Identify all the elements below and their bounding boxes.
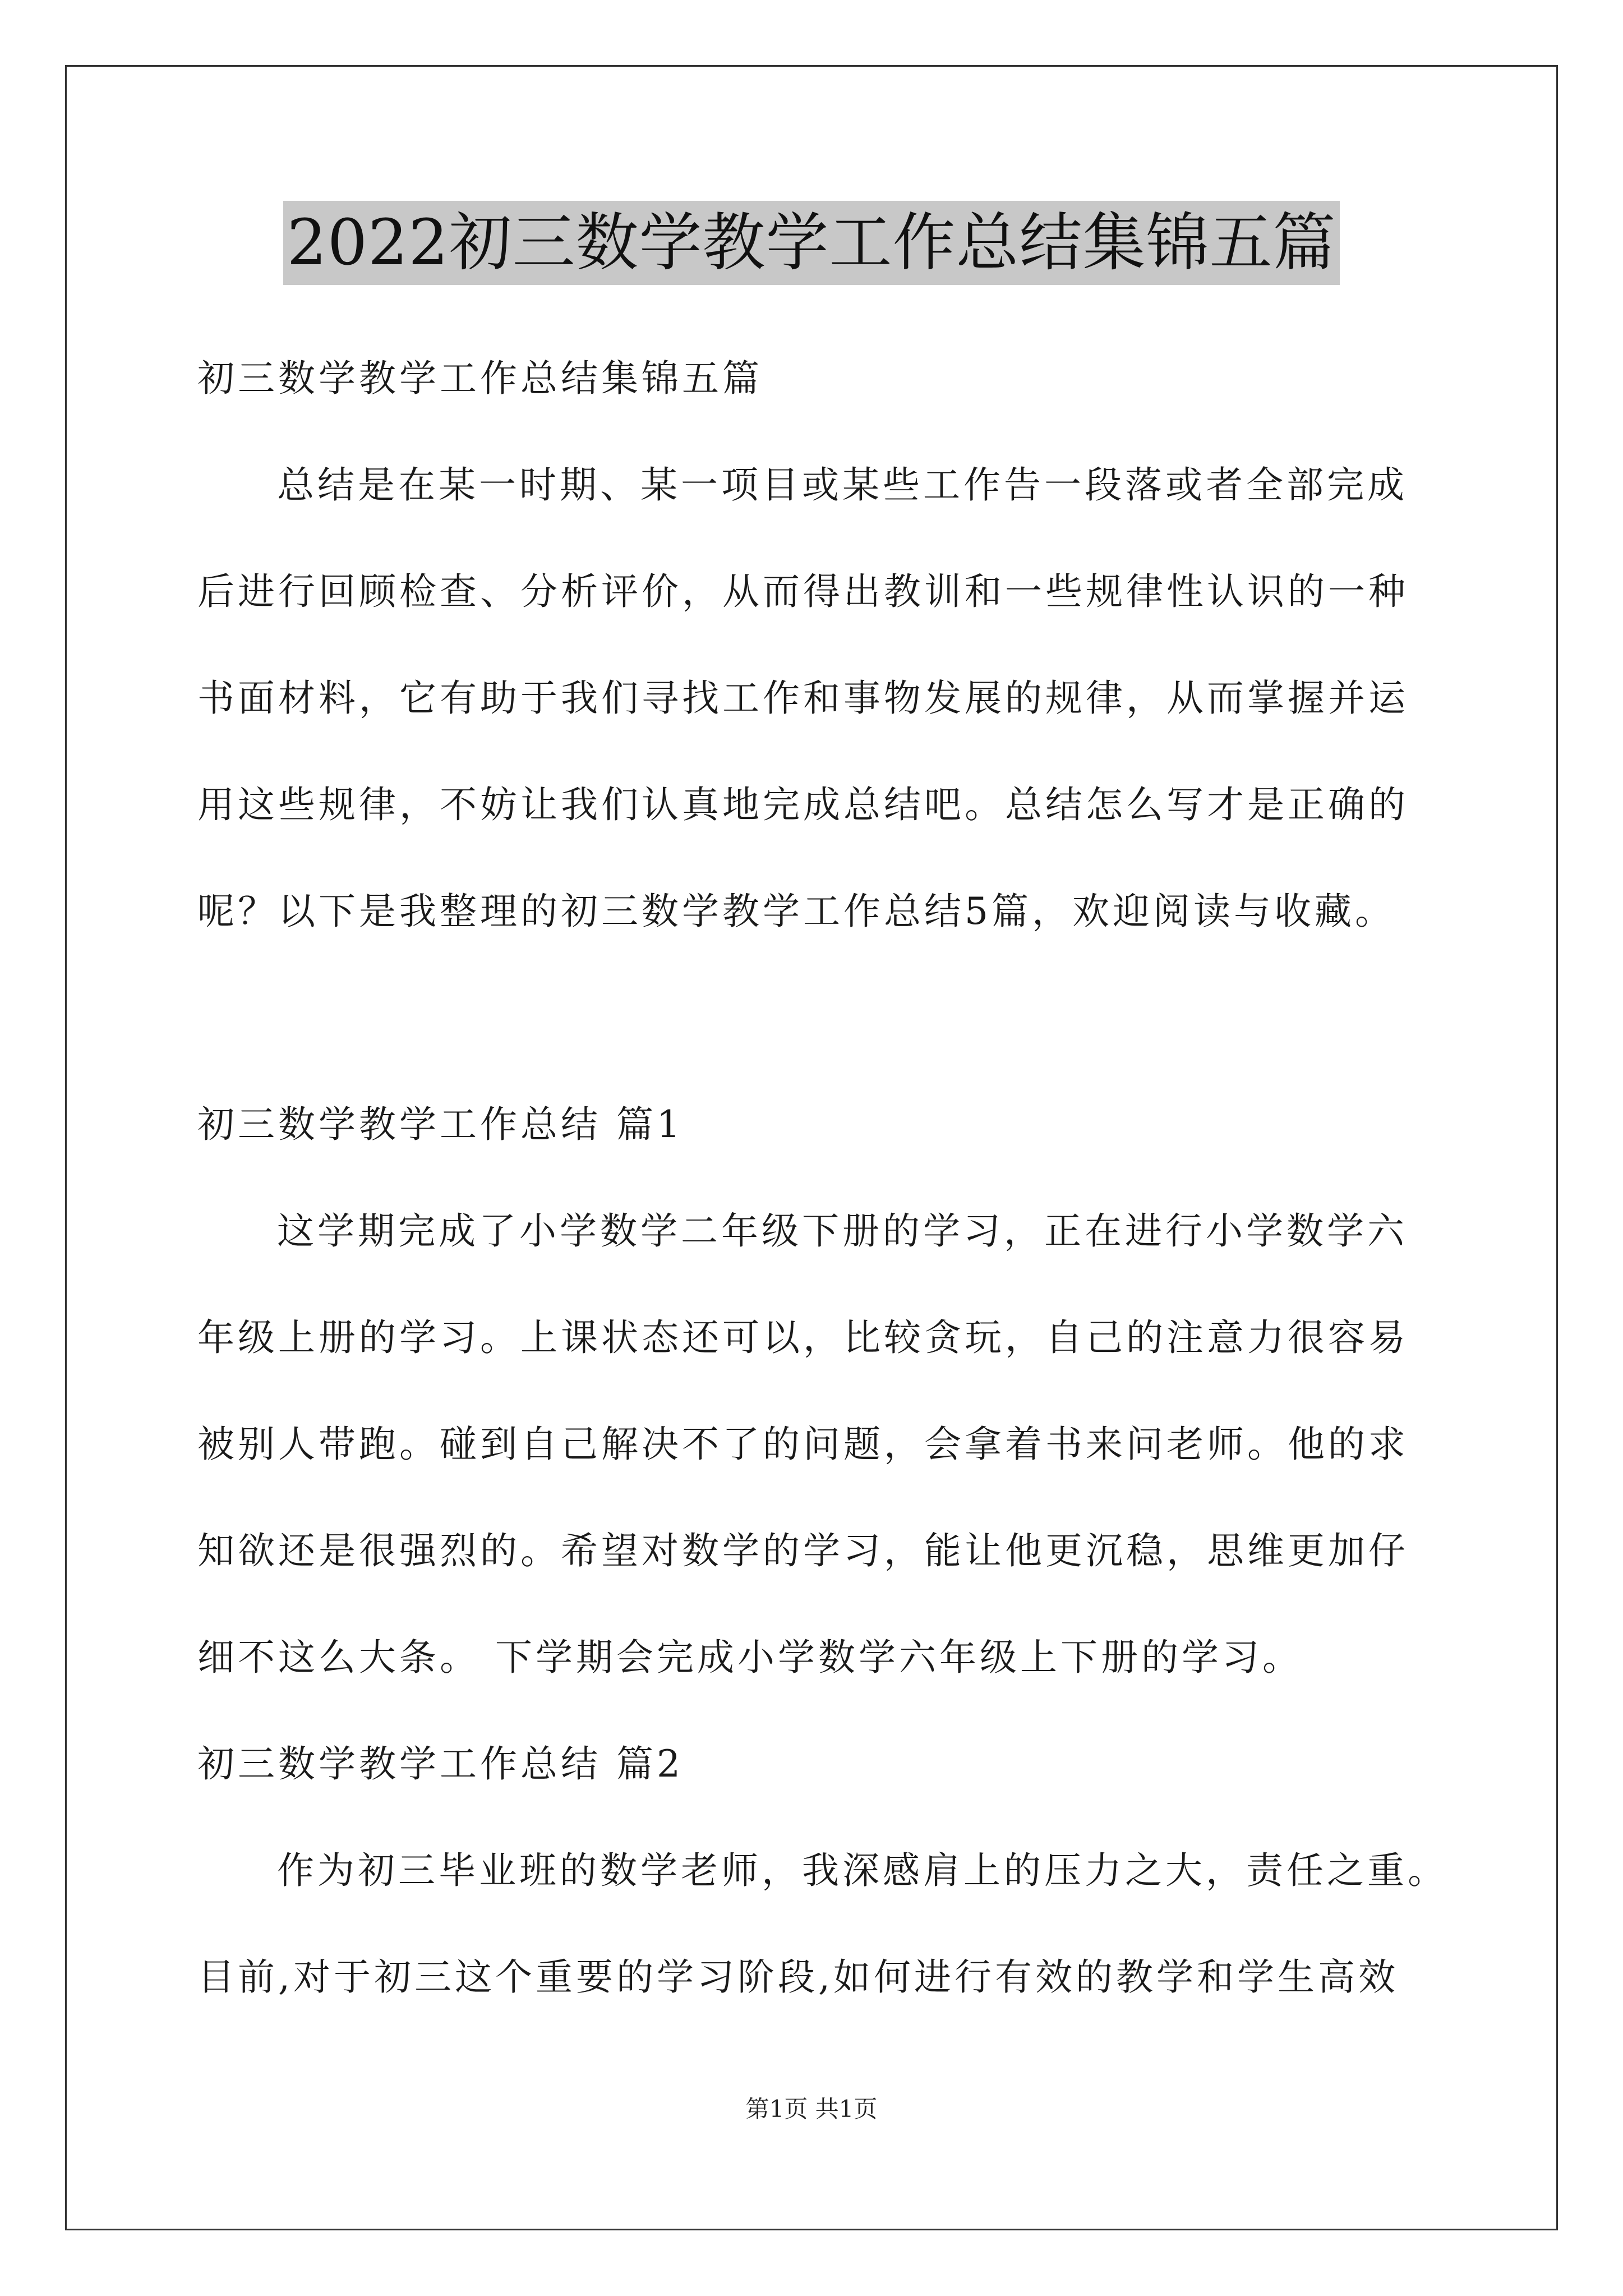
document-title: 2022初三数学教学工作总结集锦五篇 — [283, 201, 1339, 285]
paragraph-line: 这学期完成了小学数学二年级下册的学习，正在进行小学数学六 — [277, 1209, 1408, 1253]
paragraph-line: 书面材料，它有助于我们寻找工作和事物发展的规律，从而掌握并运 — [197, 677, 1409, 720]
paragraph-line: 用这些规律，不妨让我们认真地完成总结吧。总结怎么写才是正确的 — [197, 783, 1409, 826]
paragraph-line: 作为初三毕业班的数学老师，我深感肩上的压力之大，责任之重。 — [277, 1849, 1448, 1892]
paragraph-line: 目前,对于初三这个重要的学习阶段,如何进行有效的教学和学生高效 — [197, 1955, 1399, 1999]
subtitle-line: 初三数学教学工作总结集锦五篇 — [197, 357, 763, 400]
paragraph-line: 总结是在某一时期、某一项目或某些工作告一段落或者全部完成 — [277, 463, 1408, 507]
paragraph-line: 年级上册的学习。上课状态还可以，比较贪玩，自己的注意力很容易 — [197, 1316, 1409, 1359]
page-footer: 第1页 共1页 — [745, 2095, 878, 2123]
section-heading: 初三数学教学工作总结 篇2 — [197, 1742, 684, 1786]
paragraph-line: 被别人带跑。碰到自己解决不了的问题，会拿着书来问老师。他的求 — [197, 1423, 1409, 1466]
paragraph-line: 知欲还是很强烈的。希望对数学的学习，能让他更沉稳，思维更加仔 — [197, 1529, 1409, 1572]
paragraph-line: 后进行回顾检查、分析评价，从而得出教训和一些规律性认识的一种 — [197, 570, 1409, 613]
paragraph-line: 呢？以下是我整理的初三数学教学工作总结5篇，欢迎阅读与收藏。 — [197, 890, 1395, 933]
title-container — [0, 201, 1623, 285]
paragraph-line: 细不这么大条。 下学期会完成小学数学六年级上下册的学习。 — [197, 1636, 1303, 1679]
section-heading: 初三数学教学工作总结 篇1 — [197, 1103, 684, 1146]
